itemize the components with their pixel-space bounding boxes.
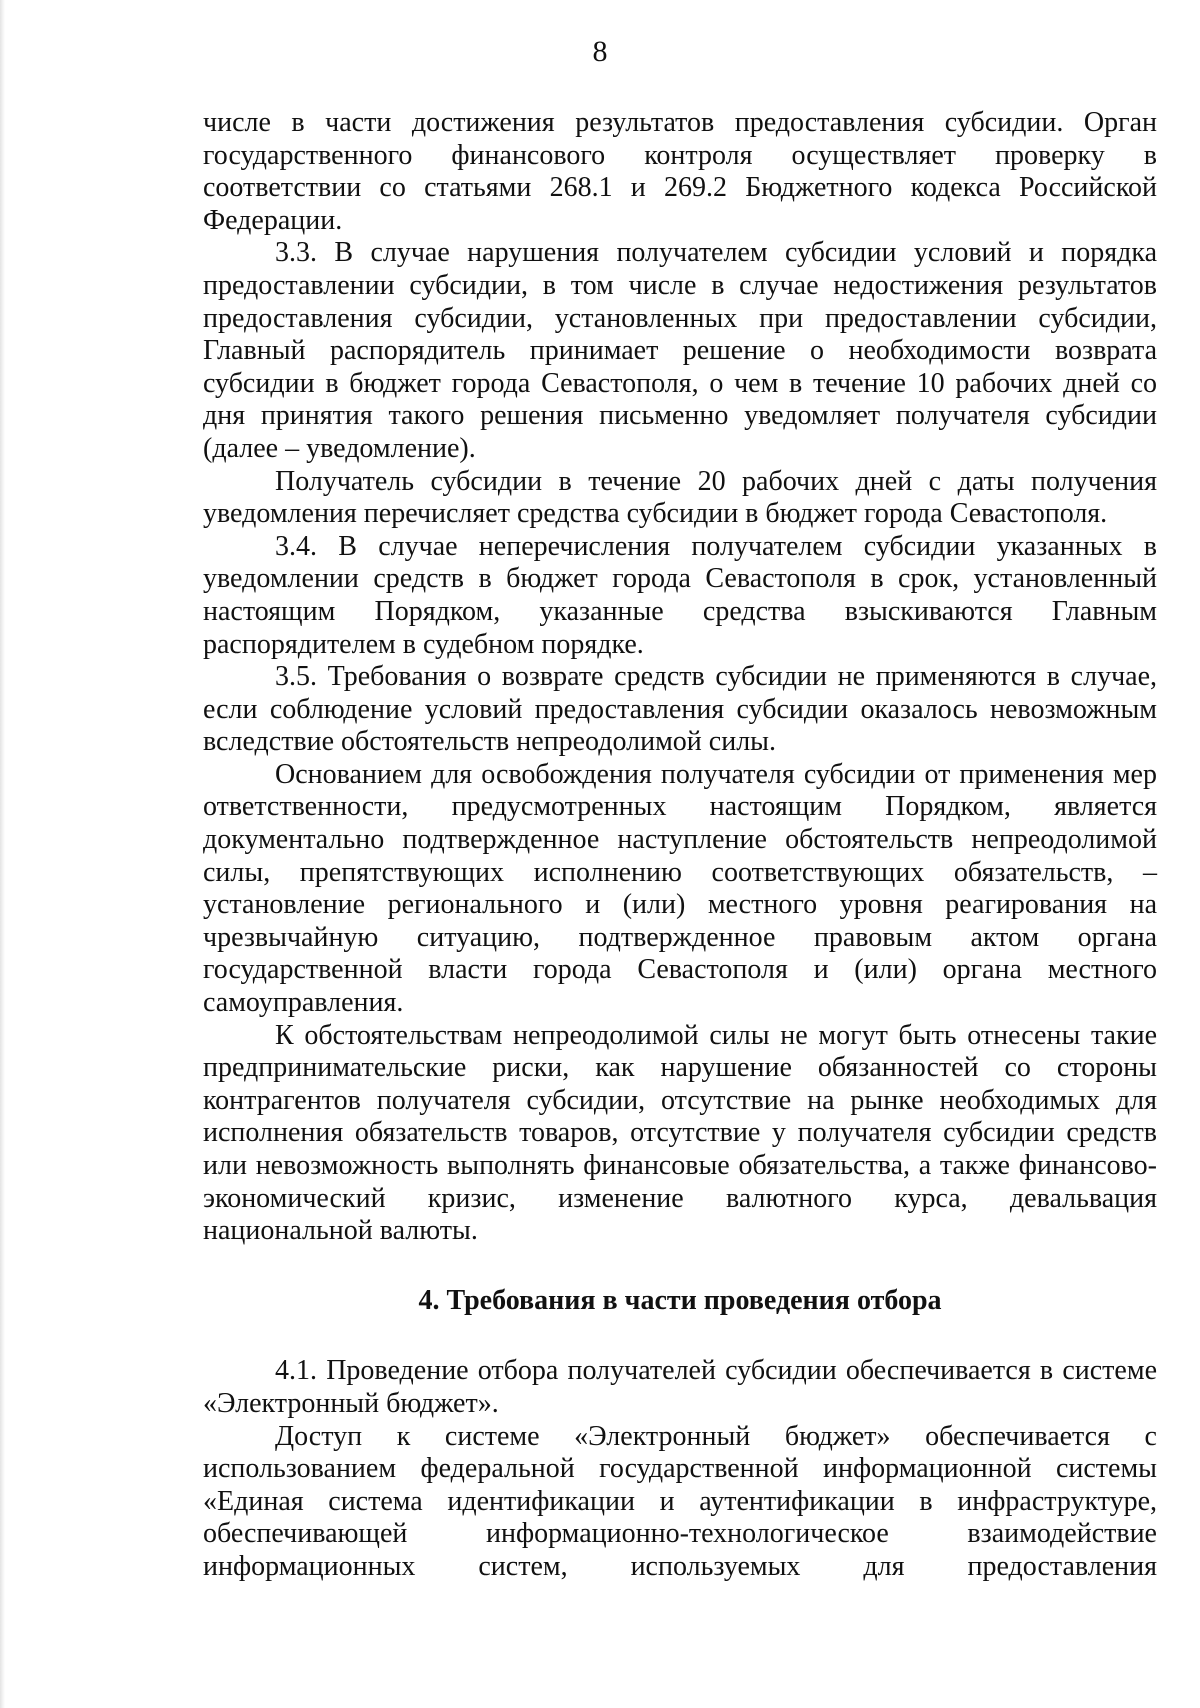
- paragraph-3-3-return: Получатель субсидии в течение 20 рабочих дней с даты получения уведомления перечисляет средства субсидии в бюджет города Севастополя.: [203, 465, 1157, 530]
- section-heading: 4. Требования в части проведения отбора: [418, 1284, 942, 1316]
- paragraph-3-5-grounds: Основанием для освобождения получателя субсидии от применения мер ответственности, предусмотренных настоящим Порядком, является документально подтвержденное наступление обстоятельств непреодолимой силы, препятствующих исполнению соответствующих обязательств, – установление регионального и (или) местного уровня реагирования на чрезвычайную ситуацию, подтвержденное правовым актом органа государственной власти города Севастополя и (или) органа местного самоуправления.: [203, 758, 1157, 1019]
- paragraph-3-5-exclusions: К обстоятельствам непреодолимой силы не могут быть отнесены такие предпринимательские риски, как нарушение обязанностей со стороны контрагентов получателя субсидии, отсутствие на рынке необходимых для исполнения обязательств товаров, отсутствие у получателя субсидии средств или невозможность выполнять финансовые обязательства, а также финансово-экономический кризис, изменение валютного курса, девальвация национальной валюты.: [203, 1019, 1157, 1247]
- paragraph-3-3: 3.3. В случае нарушения получателем субсидии условий и порядка предоставлении субсидии, в том числе в случае недостижения результатов предоставления субсидии, установленных при предоставлении субсидии, Главный распорядитель принимает решение о необходимости возврата субсидии в бюджет города Севастополя, о чем в течение 10 рабочих дней со дня принятия такого решения письменно уведомляет получателя субсидии (далее – уведомление).: [203, 237, 1157, 464]
- paragraph-4-1: 4.1. Проведение отбора получателей субсидии обеспечивается в системе «Электронный бюджет».: [203, 1355, 1157, 1419]
- paragraph-3-4: 3.4. В случае неперечисления получателем субсидии указанных в уведомлении средств в бюджет города Севастополя в срок, установленный настоящим Порядком, указанные средства взыскиваются Главным распорядителем в судебном порядке.: [203, 530, 1157, 660]
- document-body: [203, 107, 1157, 1584]
- paragraph-continuation: числе в части достижения результатов предоставления субсидии. Орган государственного финансового контроля осуществляет проверку в соответствии со статьями 268.1 и 269.2 Бюджетного кодекса Российской Федерации.: [203, 107, 1157, 236]
- page-number: 8: [592, 35, 608, 68]
- paragraph-3-5: 3.5. Требования о возврате средств субсидии не применяются в случае, если соблюдение условий предоставления субсидии оказалось невозможным вследствие обстоятельств непреодолимой силы.: [203, 661, 1157, 758]
- paragraph-4-1-access: Доступ к системе «Электронный бюджет» обеспечивается с использованием федеральной государственной информационной системы «Единая система идентификации и аутентификации в инфраструктуре, обеспечивающей информационно-технологическое взаимодействие информационных систем, используемых для предоставления: [203, 1420, 1157, 1582]
- scan-edge: [0, 0, 5, 1708]
